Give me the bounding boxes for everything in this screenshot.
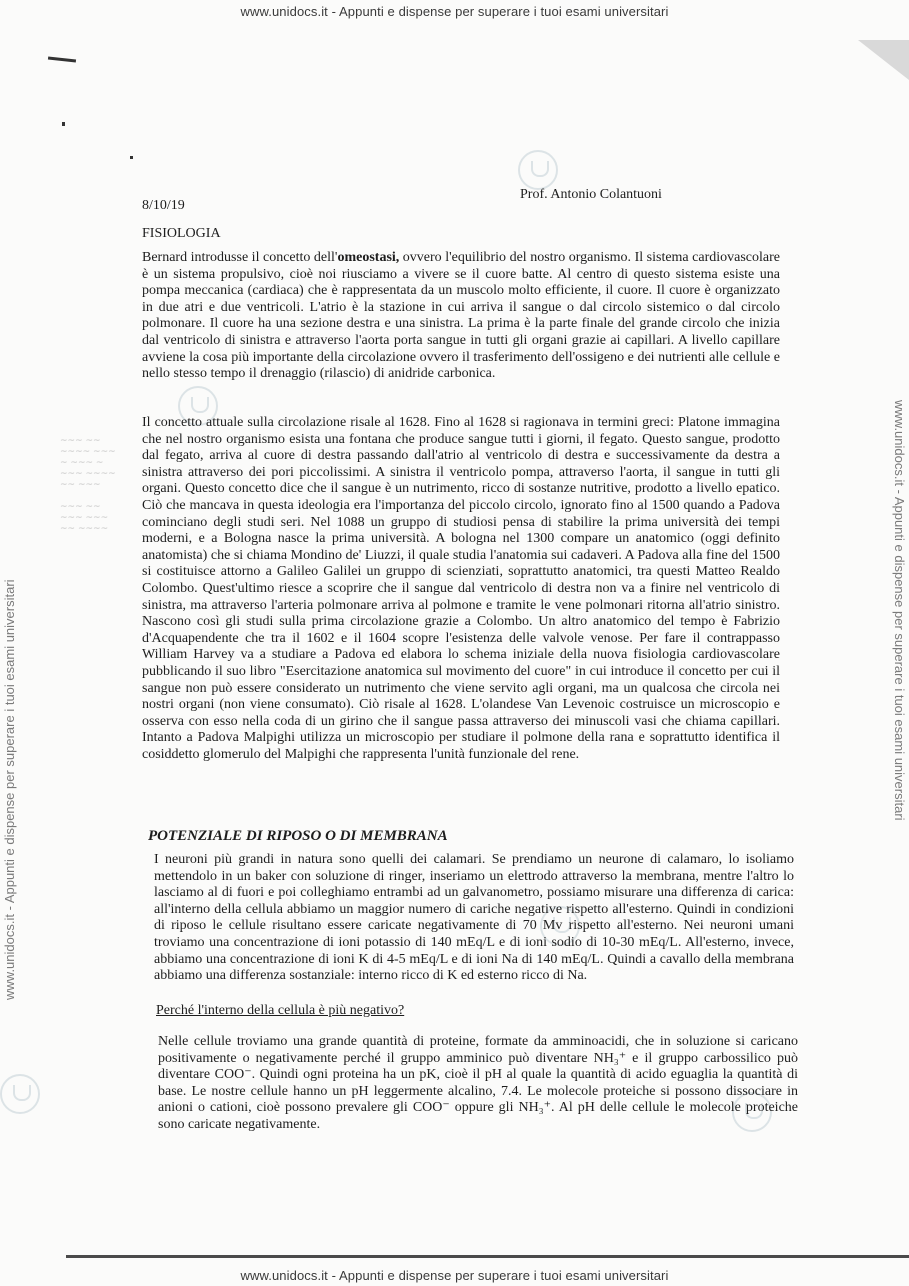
watermark-logo-icon — [0, 1074, 40, 1114]
page-bottom-rule — [66, 1255, 909, 1258]
document-heading: FISIOLOGIA — [142, 226, 221, 241]
watermark-top: www.unidocs.it - Appunti e dispense per superare i tuoi esami universitari — [240, 4, 669, 19]
watermark-right: www.unidocs.it - Appunti e dispense per superare i tuoi esami universitari — [892, 400, 907, 821]
margin-scribble: ~~~ ~~ ~~~~ ~~~ ~ ~~~ ~ ~~~ ~~~~ ~~ ~~~ ~~~ ~~ ~~~ ~~~ ~~ ~~~~ — [60, 436, 116, 534]
watermark-logo-icon — [518, 150, 558, 190]
scan-mark — [48, 57, 76, 63]
paragraph-history: Il concetto attuale sulla circolazione risale al 1628. Fino al 1628 si ragionava in termini greci: Platone immagina che nel nostro organismo esista una fontana che produce sangue tutti i giorni, il fegato. Questo sangue, prodotto dal fegato, arriva al cuore di destra passando dall'atrio al ventricolo di destra e successivamente da destra a sinistra attraverso dei pori piccolissimi. A sinistra il ventricolo pompa, attraverso l'aorta, il sangue in tutti gli organi. Questo concetto dice che il sangue è un nutrimento, ricco di sostanze nutritive, prodotto a livello epatico. Ciò che mancava in questa ideologia era l'importanza del piccolo circolo, ignorato fino al 1500 quando a Padova cominciano degli studi seri. Nel 1088 un gruppo di studiosi pensa di stabilire la prima università dei tempi moderni, e a Bologna nasce la prima università. A bologna nel 1300 compare un anatomico (oggi definito anatomista) che si chiama Mondino de' Liuzzi, il quale studia l'anatomia sui cadaveri. A Padova alla fine del 1500 si costituisce attorno a Galileo Galilei un gruppo di scienziati, soprattutto anatomici, tra questi Matteo Realdo Colombo. Quest'ultimo riesce a scoprire che il sangue dal ventricolo di destra non va a finire nel ventricolo di sinistra, ma attraverso l'arteria polmonare arriva al polmone e tramite le vene polmonari ritorna all'atrio sinistro. Nascono così gli studi sulla prima circolazione grazie a Colombo. Un altro anatomico del tempo è Fabrizio d'Acquapendente che tra il 1602 e il 1604 scopre l'esistenza delle valvole venose. Per fare il contrappasso William Harvey va a studiare a Padova ed elabora lo schema iniziale della nuova fisiologia cardiovascolare pubblicando il suo libro "Esercitazione anatomica sul movimento del cuore" in cui introduce il concetto per cui il sangue non può essere considerato un nutrimento che viene servito agli organi, ma un qualcosa che circola nei nostri organi (non viene consumato). Ciò risale al 1628. L'olandese Van Levenoic costruisce un microscopio e osserva con esso nella coda di un girino che il sangue passa attraverso dei minuscoli vasi che chiama capillari. Intanto a Padova Malpighi utilizza un microscopio per studiare il polmone della rana e soprattutto identifica il cosiddetto glomerulo del Malpighi che rappresenta l'unità funzionale del rene. — [142, 415, 780, 762]
watermark-bottom: www.unidocs.it - Appunti e dispense per superare i tuoi esami universitari — [240, 1268, 669, 1283]
paragraph-rest: ovvero l'equilibrio del nostro organismo. Il sistema cardiovascolare è un sistema propulsivo, cioè noi riusciamo a vivere se il cuore batte. Al centro di questo sistema esiste una pompa meccanica (cardiaca) che è rappresentata da un muscolo molto efficiente, il cuore. Il cuore è organizzato in due atri e due ventricoli. L'atrio è la stazione in cui arriva il sangue o dal circolo sistemico o dal circolo polmonare. Il cuore ha una sezione destra e una sinistra. La prima è la parte finale del grande circolo che inizia dal ventricolo di sinistra e attraverso l'aorta porta sangue in tutti gli organi grazie ai capillari. A livello capillare avviene la cosa più importante della circolazione ovvero il trasferimento dell'ossigeno e dei nutrienti alle cellule e nello stesso tempo il drenaggio (rilascio) di anidride carbonica. — [142, 250, 781, 382]
section-title: POTENZIALE DI RIPOSO O DI MEMBRANA — [148, 828, 448, 844]
document-date: 8/10/19 — [142, 198, 185, 213]
paragraph-prefix: Bernard introdusse il concetto dell' — [142, 250, 338, 265]
paragraph-membrane: I neuroni più grandi in natura sono quelli dei calamari. Se prendiamo un neurone di calamaro, lo isoliamo mettendolo in un baker con soluzione di ringer, inseriamo un elettrodo attraverso la membrana, mentre l'altro lo lasciamo al di fuori e poi colleghiamo entrambi ad un galvanometro, possiamo misurare una differenza di carica: all'interno della cellula abbiamo un maggior numero di cariche negative rispetto all'esterno. Quindi in condizioni di riposo le cellule risultano essere caricate negativamente di 70 Mv rispetto all'esterno. Nei neuroni umani troviamo una concentrazione di ioni potassio di 140 mEq/L e di ioni sodio di 10-30 mEq/L. All'esterno, invece, abbiamo una concentrazione di ioni K di 4-5 mEq/L e di ioni Na di 140 mEq/L. Quindi a cavallo della membrana abbiamo una differenza sostanziale: interno ricco di K ed esterno ricco di Na. — [154, 852, 794, 984]
bold-term: omeostasi, — [337, 250, 400, 265]
paragraph-proteins: Nelle cellule troviamo una grande quantità di proteine, formate da amminoacidi, che in soluzione si caricano positivamente o negativamente perché il gruppo amminico può diventare NH₃⁺ e il gruppo carbossilico può diventare COO⁻. Quindi ogni proteina ha un pK, cioè il pH al quale la quantità di acido eguaglia la quantità di base. Le nostre cellule hanno un pH leggermente alcalino, 7.4. Le molecole proteiche si possono dissociare in anioni o cationi, cioè possono prevalere gli COO⁻ oppure gli NH₃⁺. Al pH delle cellule le molecole proteiche sono caricate negativamente. — [158, 1034, 798, 1132]
scan-mark — [62, 122, 65, 126]
watermark-left: www.unidocs.it - Appunti e dispense per superare i tuoi esami universitari — [2, 579, 17, 1000]
professor-name: Prof. Antonio Colantuoni — [520, 187, 662, 202]
paragraph-omeostasi — [142, 250, 780, 383]
folded-corner — [858, 40, 909, 80]
question-line: Perché l'interno della cellula è più negativo? — [156, 1003, 405, 1018]
scan-mark — [130, 156, 133, 159]
